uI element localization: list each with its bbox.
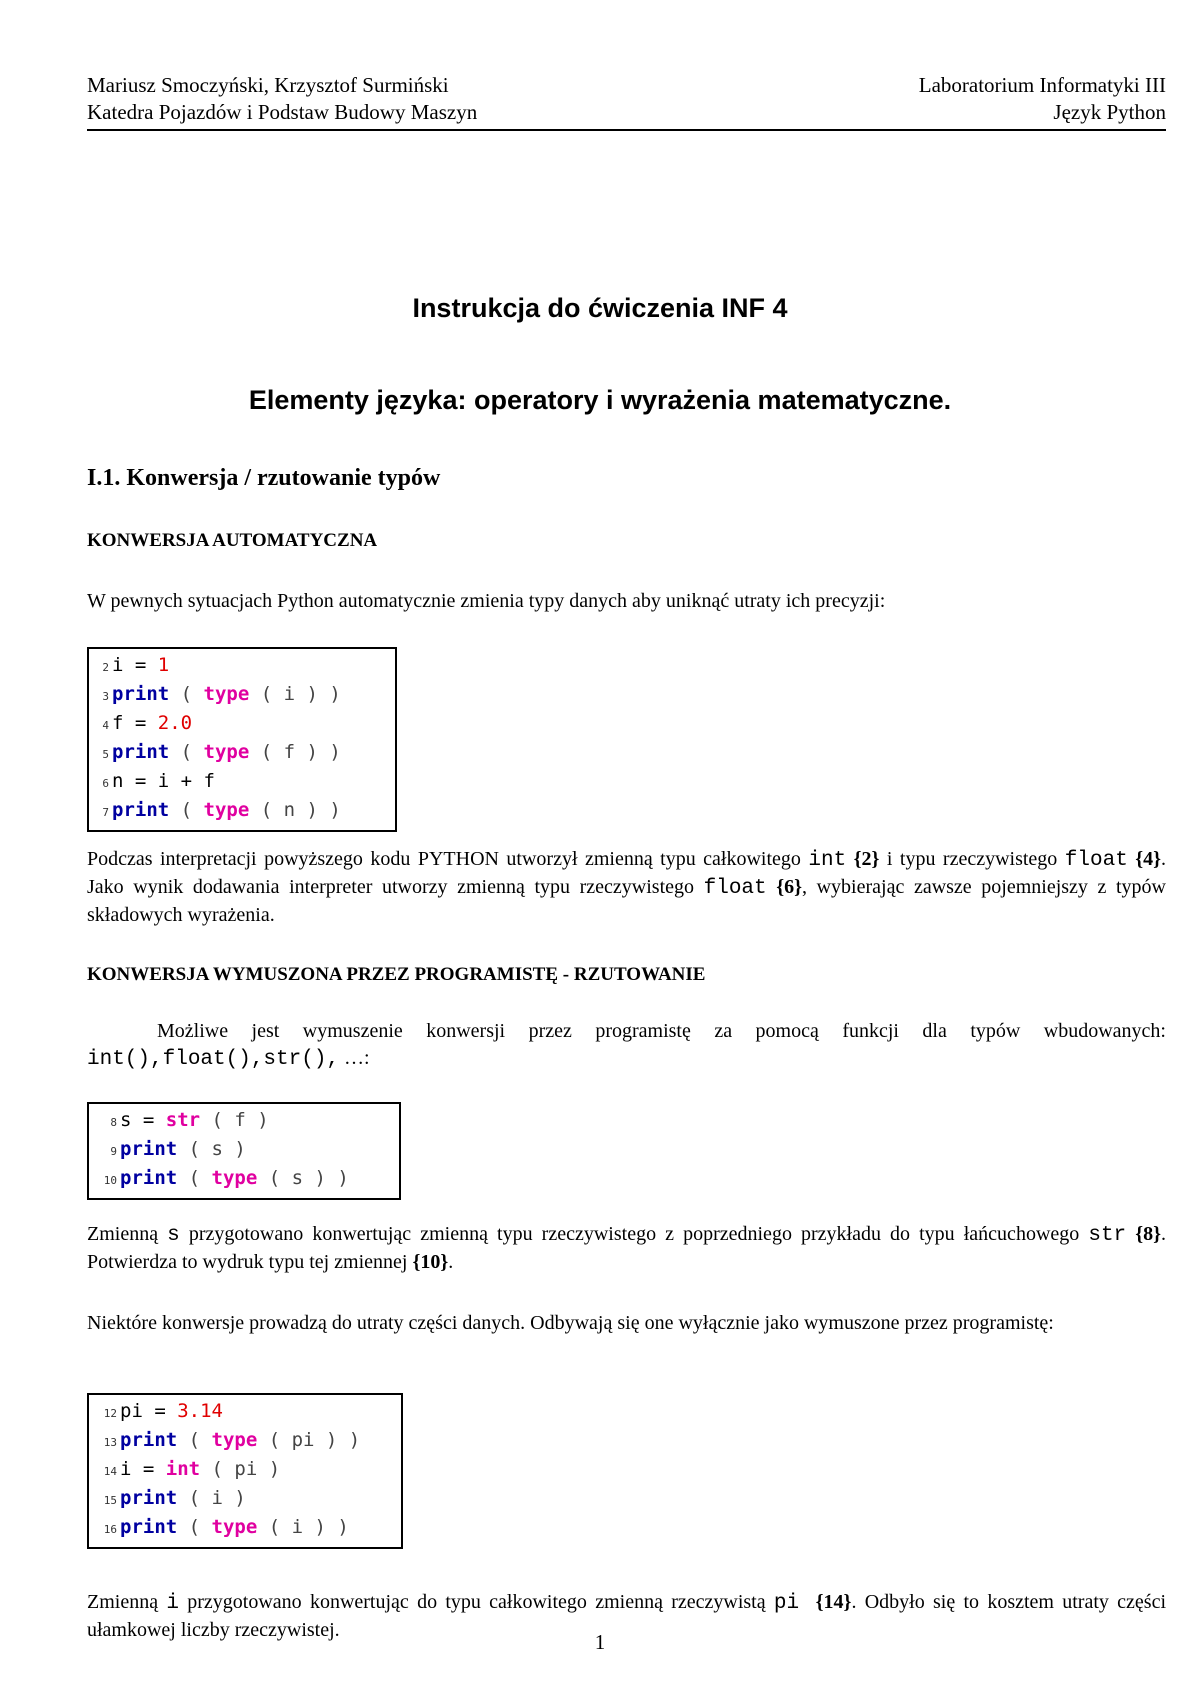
code-block-1 <box>87 647 397 832</box>
data-loss-explanation: Zmienną i przygotowano konwertując do typu całkowitego zmienną rzeczywistą pi {14}. Odbyło się to kosztem utraty części ułamkowej liczby rzeczywistej. <box>87 1591 1167 1641</box>
code-token: ( f ) ) <box>249 741 341 763</box>
header-authors: Mariusz Smoczyński, Krzysztof Surmiński <box>87 73 449 97</box>
code-line <box>95 739 387 768</box>
code-token: ( pi ) ) <box>257 1429 361 1451</box>
code-token: ( <box>177 1429 212 1451</box>
line-number: 8 <box>110 1116 117 1129</box>
code-token: print <box>120 1429 178 1451</box>
code-token: type <box>203 799 250 821</box>
forced-conversion-explanation: Zmienną s przygotowano konwertując zmienną typu rzeczywistego z poprzedniego przykładu do typu łańcuchowego str {8}. Potwierdza to wydruk typu tej zmiennej {10}. <box>87 1223 1166 1273</box>
code-token: print <box>112 741 170 763</box>
code-token: ( n ) ) <box>249 799 341 821</box>
code-token: ( s ) <box>177 1138 246 1160</box>
code-token: i = <box>112 654 158 676</box>
inline-code-float-2: float <box>703 877 767 900</box>
auto-conversion-intro: W pewnych sytuacjach Python automatycznie zmienia typy danych aby uniknąć utraty ich precyzji: <box>87 590 886 612</box>
code-token: i = <box>120 1458 166 1480</box>
section-heading: I.1. Konwersja / rzutowanie typów <box>87 465 441 491</box>
code-block-3 <box>87 1393 403 1549</box>
code-token: print <box>112 799 170 821</box>
line-number: 9 <box>110 1145 117 1158</box>
code-token: print <box>120 1138 178 1160</box>
line-number: 13 <box>103 1436 117 1449</box>
code-line <box>95 1398 393 1427</box>
code-token: ( <box>169 683 204 705</box>
line-number: 10 <box>103 1174 117 1187</box>
code-block-2 <box>87 1102 401 1200</box>
header-topic: Język Python <box>1053 100 1166 124</box>
code-line <box>95 1136 391 1165</box>
code-token: 1 <box>157 654 170 676</box>
line-number: 7 <box>102 806 109 819</box>
inline-code-s: s <box>167 1224 180 1247</box>
code-token: str <box>165 1109 201 1131</box>
code-token: type <box>203 683 250 705</box>
code-line <box>95 710 387 739</box>
line-number: 4 <box>102 719 109 732</box>
code-token: ( <box>177 1516 212 1538</box>
code-token: pi = <box>120 1400 178 1422</box>
code-token: ( <box>169 741 204 763</box>
code-line <box>95 652 387 681</box>
code-token: f = <box>112 712 158 734</box>
line-number: 16 <box>103 1523 117 1536</box>
code-token: ( <box>169 799 204 821</box>
code-line <box>95 1107 391 1136</box>
code-token: 2.0 <box>157 712 193 734</box>
code-line <box>95 768 387 797</box>
code-token: print <box>120 1487 178 1509</box>
auto-conversion-explanation: Podczas interpretacji powyższego kodu PYTHON utworzył zmienną typu całkowitego int {2} i typu rzeczywistego float {4}. Jako wynik dodawania interpreter utworzy zmienną typu rzeczywistego float {6}, wybierając zawsze pojemniejszy z typów składowych wyrażenia. <box>87 848 1167 926</box>
page-header <box>87 72 1166 131</box>
code-token: ( pi ) <box>200 1458 281 1480</box>
code-token: ( i ) ) <box>257 1516 349 1538</box>
code-token: type <box>211 1167 258 1189</box>
inline-code-int: int <box>808 849 847 872</box>
header-department: Katedra Pojazdów i Podstaw Budowy Maszyn <box>87 100 478 124</box>
code-token: int <box>165 1458 201 1480</box>
document-subtitle: Elementy języka: operatory i wyrażenia matematyczne. <box>248 385 952 415</box>
line-number: 6 <box>102 777 109 790</box>
inline-code-float: float <box>1064 849 1128 872</box>
code-token: print <box>120 1516 178 1538</box>
line-number: 14 <box>103 1465 117 1478</box>
code-token: ( i ) <box>177 1487 246 1509</box>
code-token: ( f ) <box>200 1109 269 1131</box>
code-token: ( s ) ) <box>257 1167 349 1189</box>
code-line <box>95 681 387 710</box>
code-line <box>95 1514 393 1543</box>
page-number: 1 <box>594 1630 606 1654</box>
code-line <box>95 1427 393 1456</box>
code-line <box>95 1485 393 1514</box>
code-token: type <box>203 741 250 763</box>
code-line <box>95 1165 391 1194</box>
forced-conversion-intro: Możliwe jest wymuszenie konwersji przez programistę za pomocą funkcji dla typów wbudowanych: int(),float(),str(), …: <box>87 1020 1166 1071</box>
code-token: 3.14 <box>177 1400 223 1422</box>
code-token: print <box>112 683 170 705</box>
inline-code-funcs: int(),float(),str(), <box>87 1048 340 1071</box>
line-number: 3 <box>102 690 109 703</box>
inline-code-i: i <box>166 1592 179 1615</box>
code-token: n = i + f <box>112 770 215 792</box>
code-token: print <box>120 1167 178 1189</box>
code-token: ( i ) ) <box>249 683 341 705</box>
header-course: Laboratorium Informatyki III <box>918 73 1166 97</box>
code-line <box>95 797 387 826</box>
auto-conversion-heading: KONWERSJA AUTOMATYCZNA <box>87 530 378 551</box>
inline-code-pi: pi <box>773 1592 800 1615</box>
line-number: 2 <box>102 661 109 674</box>
code-token: type <box>211 1516 258 1538</box>
code-line <box>95 1456 393 1485</box>
line-number: 5 <box>102 748 109 761</box>
document-title: Instrukcja do ćwiczenia INF 4 <box>412 293 788 323</box>
code-token: ( <box>177 1167 212 1189</box>
line-number: 15 <box>103 1494 117 1507</box>
inline-code-str: str <box>1088 1224 1127 1247</box>
code-token: type <box>211 1429 258 1451</box>
line-number: 12 <box>103 1407 117 1420</box>
code-token: s = <box>120 1109 166 1131</box>
forced-conversion-heading: KONWERSJA WYMUSZONA PRZEZ PROGRAMISTĘ - RZUTOWANIE <box>87 964 706 985</box>
data-loss-paragraph: Niektóre konwersje prowadzą do utraty części danych. Odbywają się one wyłącznie jako wymuszone przez programistę: <box>87 1312 1054 1334</box>
